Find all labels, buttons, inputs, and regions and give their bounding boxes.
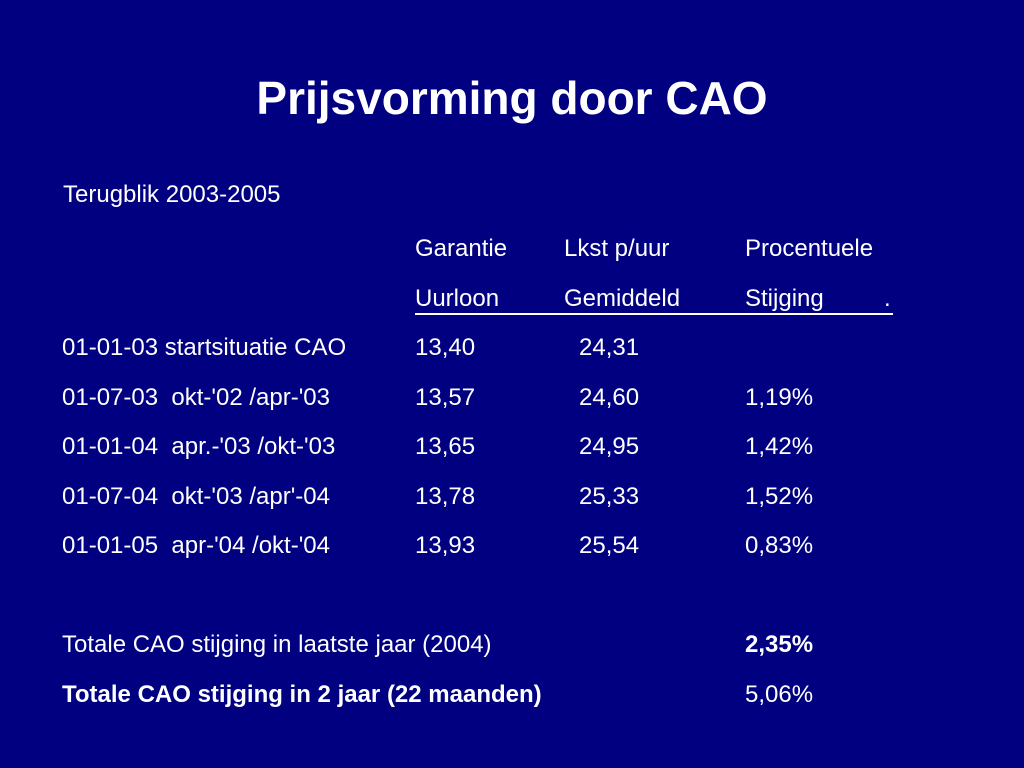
table-row-label: 01-07-03 okt-'02 /apr-'03	[62, 384, 330, 411]
slide-subtitle: Terugblik 2003-2005	[63, 181, 281, 208]
table-row-uurloon: 13,65	[415, 433, 476, 460]
header-procentuele: Procentuele	[745, 235, 874, 262]
table-row-lkst: 24,31	[579, 334, 640, 361]
table-row-label: 01-07-04 okt-'03 /apr'-04	[62, 483, 330, 510]
table-row-label: 01-01-05 apr-'04 /okt-'04	[62, 532, 330, 559]
header-uurloon: Uurloon	[415, 285, 500, 312]
table-row-pct: 1,42%	[745, 433, 814, 460]
header-stijging: Stijging	[745, 285, 824, 312]
header-garantie: Garantie	[415, 235, 508, 262]
table-row-pct: 0,83%	[745, 532, 814, 559]
table-row-pct: 1,19%	[745, 384, 814, 411]
total-last-year-value: 2,35%	[745, 631, 814, 658]
table-row-lkst: 25,54	[579, 532, 640, 559]
table-row-lkst: 24,95	[579, 433, 640, 460]
table-row-lkst: 24,60	[579, 384, 640, 411]
header-gemiddeld: Gemiddeld	[564, 285, 681, 312]
table-row-uurloon: 13,57	[415, 384, 476, 411]
table-row-label: 01-01-03 startsituatie CAO	[62, 334, 347, 361]
header-underline	[415, 313, 893, 315]
total-two-years-label: Totale CAO stijging in 2 jaar (22 maanden)	[62, 681, 542, 708]
table-row-lkst: 25,33	[579, 483, 640, 510]
table-row-uurloon: 13,93	[415, 532, 476, 559]
total-last-year-label: Totale CAO stijging in laatste jaar (2004)	[62, 631, 492, 658]
header-lkst: Lkst p/uur	[564, 235, 670, 262]
table-row-uurloon: 13,40	[415, 334, 476, 361]
slide-title: Prijsvorming door CAO	[256, 72, 768, 124]
table-row-uurloon: 13,78	[415, 483, 476, 510]
total-two-years-value: 5,06%	[745, 681, 814, 708]
table-row-label: 01-01-04 apr.-'03 /okt-'03	[62, 433, 336, 460]
header-dot: .	[884, 285, 891, 312]
table-row-pct: 1,52%	[745, 483, 814, 510]
